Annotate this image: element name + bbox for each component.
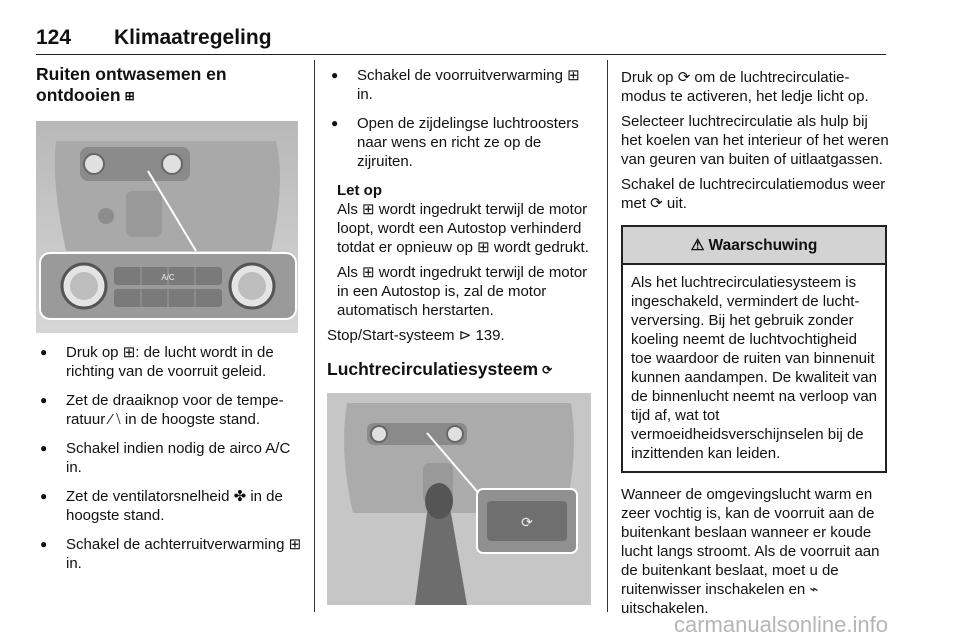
column-2 <box>327 58 593 605</box>
recirculation-photo <box>327 393 591 605</box>
note-paragraph-2: Als ⊞ wordt ingedrukt terwijl de motor in een Autostop is, zal de motor automatisch herstarten. <box>337 264 588 319</box>
list-item: ● Zet de ventilatorsnelheid ✤ in de hoogste stand. <box>36 487 302 525</box>
section-title-recirculation: Luchtrecirculatiesysteem ⟳ <box>327 359 553 379</box>
warning-box <box>621 225 887 473</box>
chapter-title: Klimaatregeling <box>114 26 272 49</box>
column-divider-1 <box>314 60 315 612</box>
recirculation-button-icon: ⟳ <box>521 515 533 531</box>
paragraph-2: Selecteer luchtrecirculatie als hulp bij het koelen van het interieur of het weren van geuren van buiten of uitlaatgassen. <box>621 113 889 168</box>
climate-panel-illustration <box>36 121 298 333</box>
column-1 <box>36 58 302 573</box>
list-item: ● Schakel de achterruitverwarming ⊞ in. <box>36 535 302 573</box>
recirculation-illustration <box>327 393 591 605</box>
paragraph-3: Schakel de luchtrecirculatiemodus weer met ⟳ uit. <box>621 176 886 212</box>
defrost-icon: ⊞ <box>124 89 135 103</box>
warning-body: Als het luchtrecirculatiesysteem is ingeschakeld, vermindert de luchtverversing. Bij het gebruik zonder koeling neemt de luchtvochtigheid toe waardoor de ruiten van binnenuit kunnen aandampen. De kwaliteit van de binnenlucht neemt na verloop van tijd af, wat tot vermoeidheidsverschijnselen bij de inzittenden kan leiden. <box>631 274 878 462</box>
note-title: Let op <box>337 182 382 199</box>
crossref-link[interactable]: Stop/Start-systeem ⊳ 139. <box>327 327 505 344</box>
watermark: carmanualsonline.info <box>673 612 888 637</box>
list-item: ● Schakel indien nodig de airco A/C in. <box>36 439 302 477</box>
warning-icon: ⚠ <box>690 236 705 254</box>
section-title-defrost: Ruiten ontwasemen en ontdooien ⊞ <box>36 64 227 105</box>
paragraph-1: Druk op ⟳ om de luchtrecirculatiemodus te activeren, het ledje licht op. <box>621 69 869 105</box>
defrost-steps-continued <box>327 66 593 171</box>
column-divider-2 <box>607 60 608 612</box>
page-header <box>36 26 886 56</box>
list-item: ● Open de zijdelingse luchtroosters naar wens en richt ze op de zijruiten. <box>327 114 593 171</box>
warning-header <box>623 227 885 265</box>
column-3 <box>621 58 889 618</box>
climate-panel-photo <box>36 121 298 333</box>
header-rule <box>36 54 886 55</box>
recirculation-icon: ⟳ <box>542 363 553 377</box>
list-item: ● Zet de draaiknop voor de temperatuur ⁄ ⧵ in de hoogste stand. <box>36 391 302 429</box>
page-number: 124 <box>36 26 72 49</box>
ac-button-label: A/C <box>161 273 175 282</box>
list-item: ● Schakel de voorruitverwarming ⊞ in. <box>327 66 593 104</box>
defrost-steps-list <box>36 343 302 573</box>
paragraph-4: Wanneer de omgevingslucht warm en zeer vochtig is, kan de voorruit aan de buitenkant beslaan wanneer er koude lucht langs stroomt. Als de voorruit aan de buitenkant beslaat, moet u de ruitenwisser inschakelen en ⌁ uitschakelen. <box>621 486 880 617</box>
warning-title: Waarschuwing <box>708 236 818 254</box>
note-block <box>327 181 593 320</box>
note-paragraph-1: Als ⊞ wordt ingedrukt terwijl de motor loopt, wordt een Autostop verhinderd totdat er opnieuw op ⊞ wordt gedrukt. <box>337 201 589 256</box>
list-item: ● Druk op ⊞: de lucht wordt in de richting van de voorruit geleid. <box>36 343 302 381</box>
